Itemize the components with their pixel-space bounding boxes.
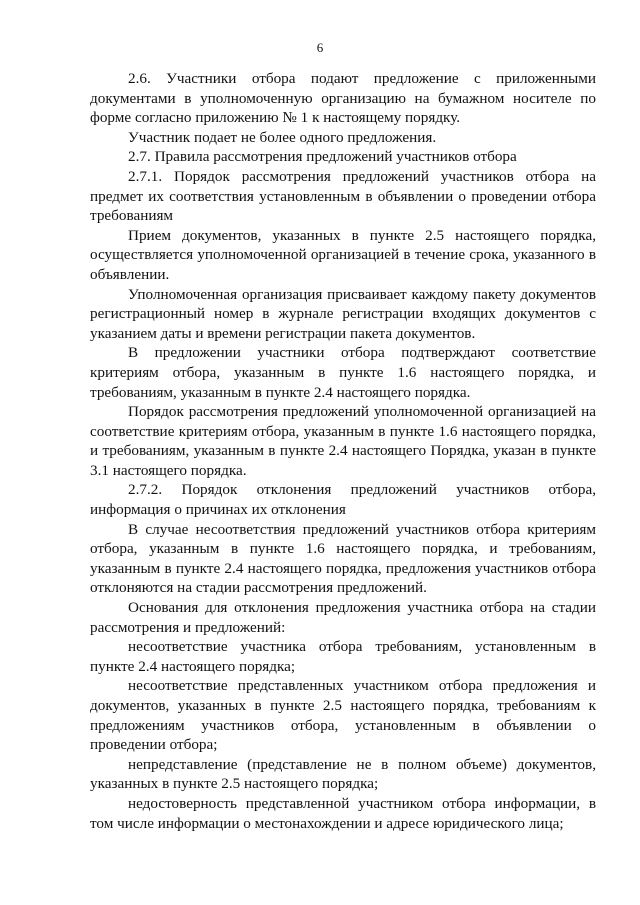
list-item-ground-4: недостоверность представленной участником отбора информации, в том числе информации о местонахождении и адресе юридического лица; <box>90 794 596 832</box>
heading-2-7-2: 2.7.2. Порядок отклонения предложений участников отбора, информация о причинах их отклонения <box>90 481 596 519</box>
page-number: 6 <box>316 40 324 55</box>
list-item-ground-3: непредставление (представление не в полном объеме) документов, указанных в пункте 2.5 настоящего порядка; <box>90 755 596 793</box>
heading-2-7-1: 2.7.1. Порядок рассмотрения предложений участников отбора на предмет их соответствия установленным в объявлении о проведении отбора требованиям <box>90 167 596 225</box>
heading-2-7: 2.7. Правила рассмотрения предложений участников отбора <box>128 148 517 166</box>
paragraph-rejection-grounds: Основания для отклонения предложения участника отбора на стадии рассмотрения и предложений: <box>90 599 596 636</box>
paragraph-2-6: 2.6. Участники отбора подают предложение с приложенными документами в уполномоченную организацию на бумажном носителе по форме согласно приложению № 1 к настоящему порядку. <box>90 70 596 127</box>
list-item-ground-1: несоответствие участника отбора требованиям, установленным в пункте 2.4 настоящего порядка; <box>90 638 596 675</box>
paragraph-registration: Уполномоченная организация присваивает каждому пакету документов регистрационный номер в журнале регистрации входящих документов с указанием даты и времени регистрации пакета документов. <box>90 285 596 342</box>
document-body <box>90 69 596 833</box>
list-item-ground-2: несоответствие представленных участником отбора предложения и документов, указанных в пункте 2.5 настоящего порядка, требованиям к предложениям участников отбора, установленным в объявлении о проведении отбора; <box>90 677 596 754</box>
paragraph-noncompliance: В случае несоответствия предложений участников отбора критериям отбора, указанным в пункте 1.6 настоящего порядка, и требованиям, указанным в пункте 2.4 настоящего порядка, предложения участников отбора отклоняются на стадии рассмотрения предложений. <box>90 520 596 597</box>
paragraph-confirmation: В предложении участники отбора подтверждают соответствие критериям отбора, указанным в пункте 1.6 настоящего порядка, и требованиям, указанным в пункте 2.4 настоящего порядка. <box>90 344 596 401</box>
paragraph-one-proposal: Участник подает не более одного предложения. <box>128 128 437 146</box>
paragraph-document-intake: Прием документов, указанных в пункте 2.5 настоящего порядка, осуществляется уполномоченной организацией в течение срока, указанного в объявлении. <box>90 226 596 283</box>
paragraph-review-procedure: Порядок рассмотрения предложений уполномоченной организацией на соответствие критериям отбора, указанным в пункте 1.6 настоящего порядка, и требованиям, указанным в пункте 2.4 настоящего Порядка, указан в пункте 3.1 настоящего порядка. <box>90 403 596 479</box>
